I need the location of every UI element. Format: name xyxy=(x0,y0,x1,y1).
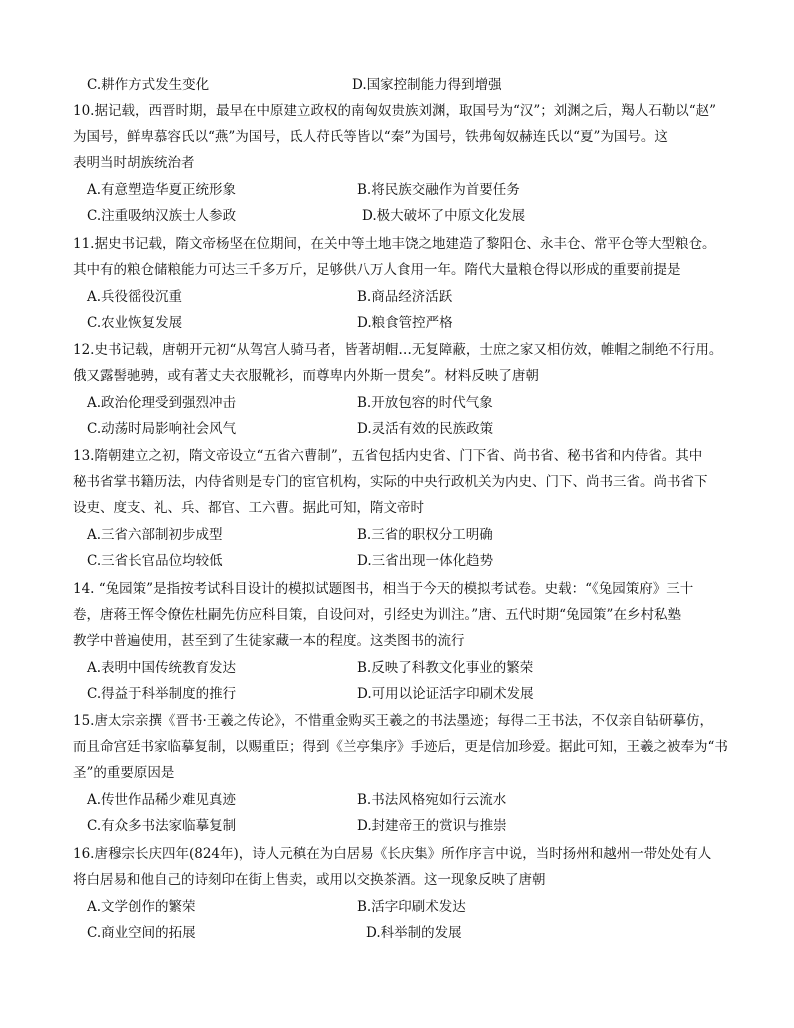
question-10-option-b: B.将民族交融作为首要任务 xyxy=(357,182,520,198)
question-13-line-1: 13.隋朝建立之初，隋文帝设立“五省六曹制”，五省包括内史省、门下省、尚书省、秘书省和内侍省。其中 xyxy=(73,448,703,464)
question-16-option-d: D.科举制的发展 xyxy=(366,925,462,941)
question-16-option-a: A.文学创作的繁荣 xyxy=(87,899,196,915)
question-13-option-c: C.三省长官品位均较低 xyxy=(87,553,223,569)
question-11-option-a: A.兵役徭役沉重 xyxy=(87,289,183,305)
question-13-line-3: 设吏、度支、礼、兵、都官、工六曹。据此可知，隋文帝时 xyxy=(73,500,424,516)
question-15-option-d: D.封建帝王的赏识与推崇 xyxy=(357,818,507,834)
question-14-line-1: 14. “兔园策”是指按考试科目设计的模拟试题图书，相当于今天的模拟考试卷。史载：“《兔园策府》三十 xyxy=(73,581,694,597)
prev-option-d: D.国家控制能力得到增强 xyxy=(352,77,502,93)
question-15-option-b: B.书法风格宛如行云流水 xyxy=(357,792,507,808)
question-15-line-1: 15.唐太宗亲撰《晋书·王羲之传论》，不惜重金购买王羲之的书法墨迹；每得二王书法，不仅亲自钻研摹仿， xyxy=(73,713,714,729)
question-10-option-c: C.注重吸纳汉族士人参政 xyxy=(87,208,237,224)
question-14-line-2: 卷，唐蒋王恽令僚佐杜嗣先仿应科目策，自设问对，引经史为训注。”唐、五代时期“兔园策”在乡村私塾 xyxy=(73,607,681,623)
question-10-line-2: 为国号，鲜卑慕容氏以“燕”为国号，氐人苻氏等皆以“秦”为国号，铁弗匈奴赫连氏以“夏”为国号。这 xyxy=(73,129,668,145)
question-12-option-a: A.政治伦理受到强烈冲击 xyxy=(87,395,237,411)
question-13-option-b: B.三省的职权分工明确 xyxy=(357,527,493,543)
question-10-line-3: 表明当时胡族统治者 xyxy=(73,155,195,171)
question-15-option-c: C.有众多书法家临摹复制 xyxy=(87,818,237,834)
question-13-line-2: 秘书省掌书籍历法，内侍省则是专门的宦官机构，实际的中央行政机关为内史、门下、尚书三省。尚书省下 xyxy=(73,474,708,490)
question-12-option-c: C.动荡时局影响社会风气 xyxy=(87,421,237,437)
question-11-option-d: D.粮食管控严格 xyxy=(357,315,453,331)
question-14-option-c: C.得益于科举制度的推行 xyxy=(87,686,237,702)
question-12-line-2: 俄又露髻驰骋，或有著丈夫衣服靴衫，而尊卑内外斯一贯矣”。材料反映了唐朝 xyxy=(73,368,539,384)
question-13-option-d: D.三省出现一体化趋势 xyxy=(357,553,494,569)
question-12-line-1: 12.史书记载，唐朝开元初“从驾宫人骑马者，皆著胡帽…无复障蔽，士庶之家又相仿效，帷帽之制绝不行用。 xyxy=(73,342,723,358)
question-15-line-2: 而且命宫廷书家临摹复制，以赐重臣；得到《兰亭集序》手迹后，更是信加珍爱。据此可知，王羲之被奉为“书 xyxy=(73,739,728,755)
question-11-option-b: B.商品经济活跃 xyxy=(357,289,453,305)
prev-option-c: C.耕作方式发生变化 xyxy=(87,77,210,93)
question-11-option-c: C.农业恢复发展 xyxy=(87,315,183,331)
question-10-option-a: A.有意塑造华夏正统形象 xyxy=(87,182,237,198)
question-16-line-2: 将白居易和他自己的诗刻印在街上售卖，或用以交换茶酒。这一现象反映了唐朝 xyxy=(73,872,546,888)
question-12-option-d: D.灵活有效的民族政策 xyxy=(357,421,494,437)
question-14-option-d: D.可用以论证活字印刷术发展 xyxy=(357,686,534,702)
question-10-option-d: D.极大破坏了中原文化发展 xyxy=(362,208,526,224)
question-11-line-1: 11.据史书记载，隋文帝杨坚在位期间，在关中等土地丰饶之地建造了黎阳仓、永丰仓、常平仓等大型粮仓。 xyxy=(73,236,716,252)
question-13-option-a: A.三省六部制初步成型 xyxy=(87,527,223,543)
question-12-option-b: B.开放包容的时代气象 xyxy=(357,395,493,411)
question-14-option-b: B.反映了科教文化事业的繁荣 xyxy=(357,660,534,676)
question-14-option-a: A.表明中国传统教育发达 xyxy=(87,660,237,676)
question-15-line-3: 圣”的重要原因是 xyxy=(73,765,175,781)
question-14-line-3: 教学中普遍使用，甚至到了生徒家藏一本的程度。这类图书的流行 xyxy=(73,633,465,649)
question-10-line-1: 10.据记载，西晋时期，最早在中原建立政权的南匈奴贵族刘渊，取国号为“汉”；刘渊之后，羯人石勒以“赵” xyxy=(73,103,717,119)
question-11-line-2: 其中有的粮仓储粮能力可达三千多万斤，足够供八万人食用一年。隋代大量粮仓得以形成的重要前提是 xyxy=(73,262,681,278)
question-16-option-b: B.活字印刷术发达 xyxy=(357,899,466,915)
question-15-option-a: A.传世作品稀少难见真迹 xyxy=(87,792,237,808)
question-16-option-c: C.商业空间的拓展 xyxy=(87,925,196,941)
question-16-line-1: 16.唐穆宗长庆四年(824年)，诗人元稹在为白居易《长庆集》所作序言中说，当时扬州和越州一带处处有人 xyxy=(73,846,712,862)
